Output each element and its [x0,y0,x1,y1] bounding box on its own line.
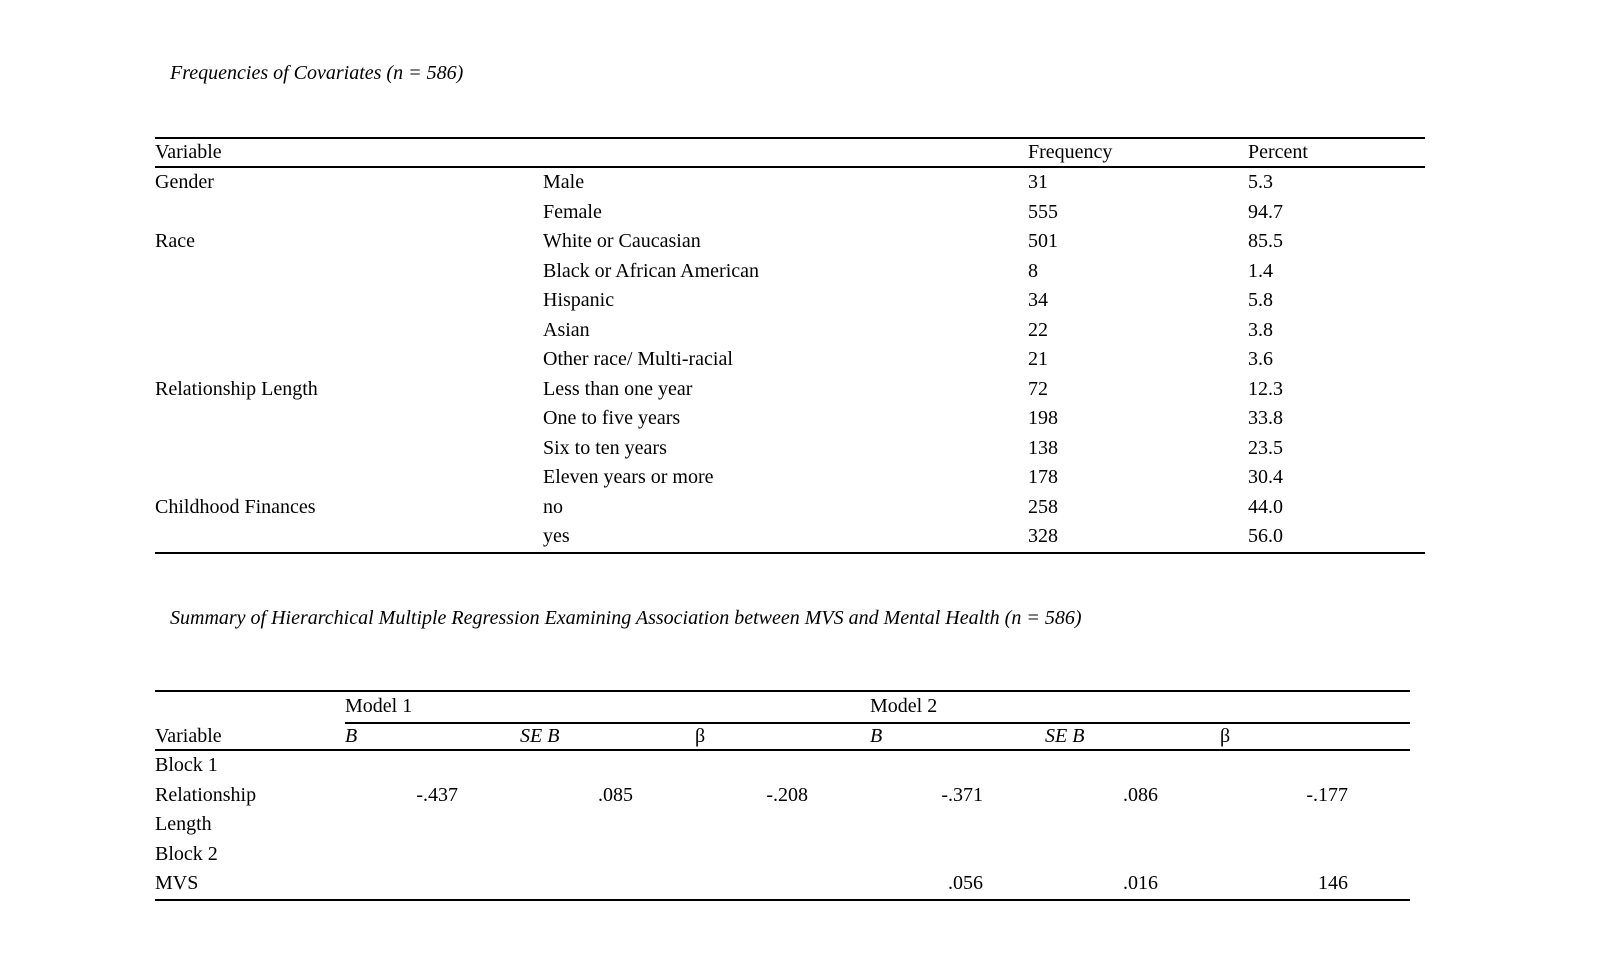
covariates-table-title: Frequencies of Covariates (n = 586) [170,62,464,84]
cell-category: Black or African American [543,259,760,282]
cell-value [1220,840,1410,870]
cell-value [1045,750,1220,781]
cell-frequency: 21 [1028,348,1048,370]
column-header-seb-model2: SE B [1045,723,1220,750]
column-header-seb-model1: SE B [520,723,695,750]
cell-category: yes [543,525,570,547]
cell-category: Six to ten years [543,436,667,459]
column-header-b-model2: B [870,723,1045,750]
cell-category: no [543,495,563,518]
cell-value [520,750,695,781]
regression-table-title: Summary of Hierarchical Multiple Regression Examining Association between MVS and Mental Health (n = 586) [170,607,1082,629]
table-row [155,463,1425,493]
covariates-table [155,137,1425,554]
model-2-spanner: Model 2 [870,691,1410,723]
covariates-table-body [155,167,1425,553]
cell-percent: 44.0 [1248,495,1283,518]
table-row [155,198,1425,228]
cell-category: White or Caucasian [543,230,701,252]
cell-variable [155,286,543,316]
cell-category: Eleven years or more [543,466,714,488]
cell-value: .085 [598,783,633,806]
cell-variable [155,434,543,464]
cell-value [1220,750,1410,781]
table-row [155,750,1410,781]
cell-category: One to five years [543,407,681,429]
table-row [155,286,1425,316]
cell-variable [155,198,543,228]
cell-percent: 30.4 [1248,466,1283,488]
cell-value [870,750,1045,781]
cell-percent: 12.3 [1248,377,1283,400]
cell-variable [155,463,543,493]
cell-value: 146 [1318,872,1348,894]
table-row [155,840,1410,870]
cell-value [1045,840,1220,870]
table-row [155,345,1425,375]
row-label: Relationship Length [155,783,257,835]
cell-value [345,869,520,900]
cell-category: Less than one year [543,377,693,400]
row-label: Block 2 [155,842,218,865]
column-header-beta-model1: β [695,723,870,750]
cell-percent: 33.8 [1248,407,1283,429]
cell-category: Male [543,171,585,193]
cell-value [345,840,520,870]
cell-percent: 94.7 [1248,200,1283,223]
cell-value [520,869,695,900]
cell-value: -.371 [941,783,983,806]
cell-variable [155,345,543,375]
cell-frequency: 34 [1028,289,1048,311]
cell-value: -.177 [1306,783,1348,806]
column-header-percent: Percent [1248,141,1308,163]
cell-percent: 56.0 [1248,525,1283,547]
cell-percent: 23.5 [1248,436,1283,459]
cell-frequency: 198 [1028,407,1058,429]
cell-value [695,750,870,781]
cell-value [695,840,870,870]
cell-frequency: 31 [1028,171,1048,193]
cell-value [870,840,1045,870]
cell-value: .016 [1123,872,1158,894]
spanner-empty-cell [155,691,345,723]
model-1-spanner: Model 1 [345,691,870,723]
column-header-variable: Variable [155,723,345,750]
cell-category: Hispanic [543,289,615,311]
cell-variable: Race [155,230,195,252]
regression-header-row [155,723,1410,750]
cell-frequency: 138 [1028,436,1058,459]
cell-percent: 85.5 [1248,230,1283,252]
cell-value: .086 [1123,783,1158,806]
cell-percent: 5.3 [1248,171,1273,193]
cell-value: -.208 [766,783,808,806]
cell-variable [155,522,543,553]
cell-category: Female [543,200,602,223]
cell-category: Asian [543,318,590,341]
regression-table [155,690,1410,901]
cell-variable: Gender [155,171,214,193]
cell-frequency: 22 [1028,318,1048,341]
table-row [155,869,1410,900]
cell-variable [155,840,345,870]
table-row [155,316,1425,346]
covariates-header-row [155,138,1425,167]
cell-value [695,869,870,900]
cell-percent: 3.6 [1248,348,1273,370]
cell-variable [155,257,543,287]
cell-value [345,750,520,781]
row-label: Block 1 [155,754,218,776]
cell-frequency: 178 [1028,466,1058,488]
table-row [155,522,1425,553]
cell-value: .056 [948,872,983,894]
model-spanner-row [155,691,1410,723]
cell-variable [155,781,345,840]
cell-percent: 5.8 [1248,289,1273,311]
cell-frequency: 8 [1028,259,1038,282]
cell-variable: Childhood Finances [155,495,316,518]
cell-frequency: 555 [1028,200,1058,223]
cell-percent: 1.4 [1248,259,1273,282]
cell-variable [155,316,543,346]
cell-frequency: 501 [1028,230,1058,252]
table-row [155,434,1425,464]
regression-table-body [155,750,1410,900]
table-row [155,227,1425,257]
row-label: MVS [155,872,199,894]
cell-frequency: 72 [1028,377,1048,400]
cell-variable: Relationship Length [155,377,318,400]
cell-value [520,840,695,870]
table-row [155,167,1425,198]
table-row [155,781,1410,840]
cell-variable [155,869,345,900]
table-row [155,404,1425,434]
cell-variable [155,404,543,434]
cell-percent: 3.8 [1248,318,1273,341]
table-row [155,375,1425,405]
column-header-frequency: Frequency [1028,141,1113,163]
cell-value: -.437 [416,783,458,806]
cell-frequency: 328 [1028,525,1058,547]
column-header-beta-model2: β [1220,723,1410,750]
cell-category: Other race/ Multi-racial [543,348,733,370]
column-header-variable: Variable [155,141,222,163]
table-row [155,493,1425,523]
cell-frequency: 258 [1028,495,1058,518]
column-header-b-model1: B [345,723,520,750]
cell-variable [155,750,345,781]
table-row [155,257,1425,287]
column-header-category [543,138,1028,167]
